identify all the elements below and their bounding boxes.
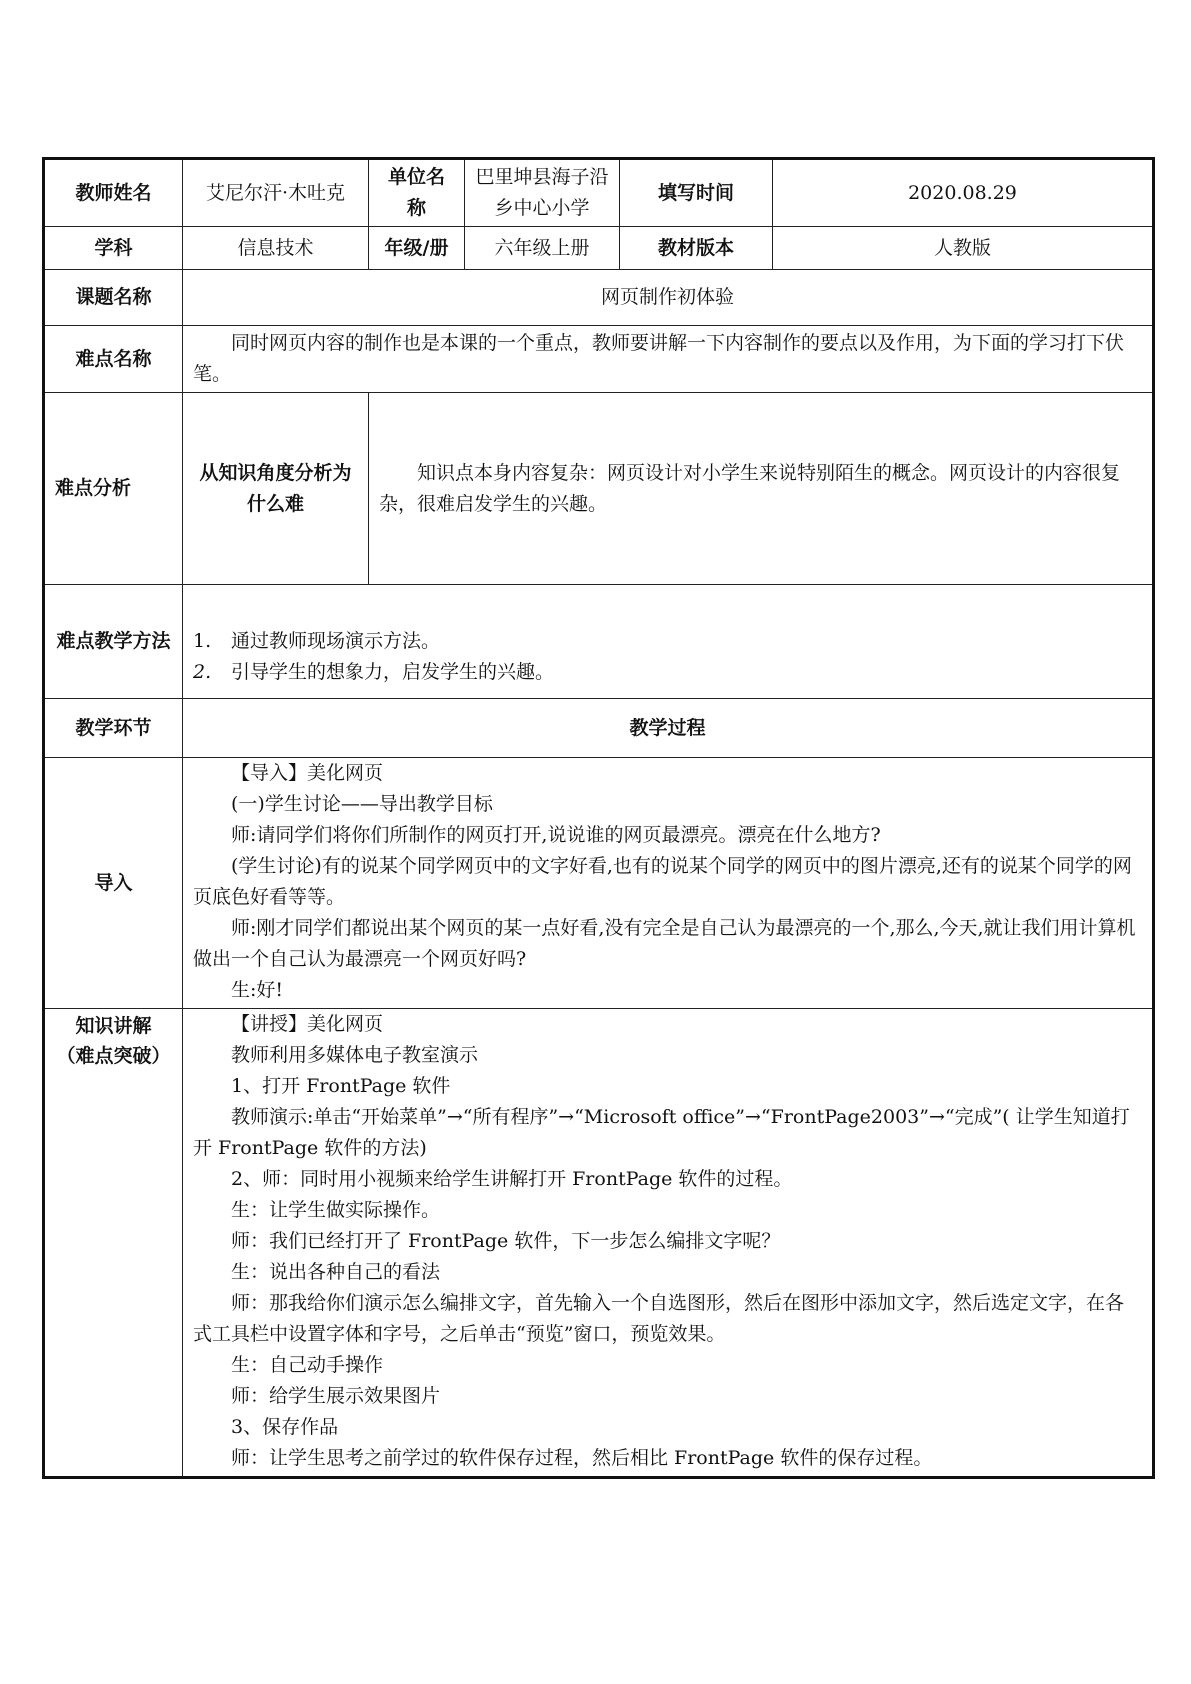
method-item-text: 引导学生的想象力，启发学生的兴趣。 [231,661,555,683]
knowledge-line: 师：那我给你们演示怎么编排文字，首先输入一个自选图形，然后在图形中添加文字，然后选定文字，在各式工具栏中设置字体和字号，之后单击“预览”窗口，预览效果。 [193,1292,1125,1345]
grade-value: 六年级上册 [465,227,620,270]
edition-value: 人教版 [773,227,1154,270]
edition-label: 教材版本 [620,227,773,270]
intro-line: 【导入】美化网页 [231,762,384,784]
intro-label: 导入 [44,758,183,1009]
subject-value: 信息技术 [183,227,369,270]
method-item-number: 2. [193,661,212,683]
intro-line: 师:刚才同学们都说出某个网页的某一点好看,没有完全是自己认为最漂亮的一个,那么,今天,就让我们用计算机做出一个自己认为最漂亮一个网页好吗? [193,917,1136,970]
knowledge-line: 生：说出各种自己的看法 [231,1261,441,1283]
unit-name-label: 单位名称 [369,159,465,227]
method-item [193,657,1142,688]
difficulty-value: 同时网页内容的制作也是本课的一个重点，教师要讲解一下内容制作的要点以及作用，为下面的学习打下伏笔。 [193,332,1125,385]
knowledge-label [44,1009,183,1478]
knowledge-line: 2、师：同时用小视频来给学生讲解打开 FrontPage 软件的过程。 [231,1168,793,1190]
topic-value: 网页制作初体验 [183,270,1154,326]
grade-label: 年级/册 [369,227,465,270]
lesson-plan-table [42,157,1155,1479]
intro-line: (学生讨论)有的说某个同学网页中的文字好看,也有的说某个同学的网页中的图片漂亮,还有的说某个同学的网页底色好看等等。 [193,855,1132,908]
knowledge-line: 生：自己动手操作 [231,1354,384,1376]
knowledge-line: 【讲授】美化网页 [231,1013,384,1035]
knowledge-line: 师：我们已经打开了 FrontPage 软件，下一步怎么编排文字呢？ [231,1230,781,1252]
knowledge-label-line1: 知识讲解 [75,1015,152,1037]
intro-row [44,758,1154,1009]
info-row-1 [44,159,1154,227]
topic-label: 课题名称 [44,270,183,326]
method-item [193,626,1142,657]
analysis-row [44,393,1154,585]
knowledge-line: 师：给学生展示效果图片 [231,1385,441,1407]
knowledge-line: 教师演示:单击“开始菜单”→“所有程序”→“Microsoft office”→“FrontPage2003”→“完成”( 让学生知道打开 FrontPage 软件的方法) [193,1106,1130,1159]
analysis-label: 难点分析 [44,393,183,585]
intro-line: 师:请同学们将你们所制作的网页打开,说说谁的网页最漂亮。漂亮在什么地方? [231,824,881,846]
method-label: 难点教学方法 [44,585,183,699]
fill-date-value: 2020.08.29 [773,159,1154,227]
teacher-name-value: 艾尼尔汗·木吐克 [183,159,369,227]
intro-line: 生:好! [231,979,284,1001]
analysis-value: 知识点本身内容复杂：网页设计对小学生来说特别陌生的概念。网页设计的内容很复杂，很难启发学生的兴趣。 [379,461,1121,515]
knowledge-line: 1、打开 FrontPage 软件 [231,1075,451,1097]
fill-date-label: 填写时间 [620,159,773,227]
method-item-number: 1. [193,630,212,652]
subject-label: 学科 [44,227,183,270]
topic-row [44,270,1154,326]
knowledge-line: 师：让学生思考之前学过的软件保存过程，然后相比 FrontPage 软件的保存过程。 [231,1447,933,1469]
difficulty-row [44,326,1154,393]
knowledge-line: 教师利用多媒体电子教室演示 [231,1044,479,1066]
stage-header: 教学环节 [44,699,183,758]
process-header: 教学过程 [183,699,1154,758]
knowledge-label-line2: （难点突破） [56,1045,171,1067]
knowledge-line: 生：让学生做实际操作。 [231,1199,441,1221]
method-item-text: 通过教师现场演示方法。 [231,630,441,652]
analysis-sub-label: 从知识角度分析为什么难 [183,393,369,585]
method-row [44,585,1154,699]
knowledge-line: 3、保存作品 [231,1416,339,1438]
knowledge-row [44,1009,1154,1478]
info-row-2 [44,227,1154,270]
unit-name-value: 巴里坤县海子沿乡中心小学 [465,159,620,227]
process-header-row [44,699,1154,758]
teacher-name-label: 教师姓名 [44,159,183,227]
intro-line: (一)学生讨论——导出教学目标 [231,793,493,815]
difficulty-label: 难点名称 [44,326,183,393]
